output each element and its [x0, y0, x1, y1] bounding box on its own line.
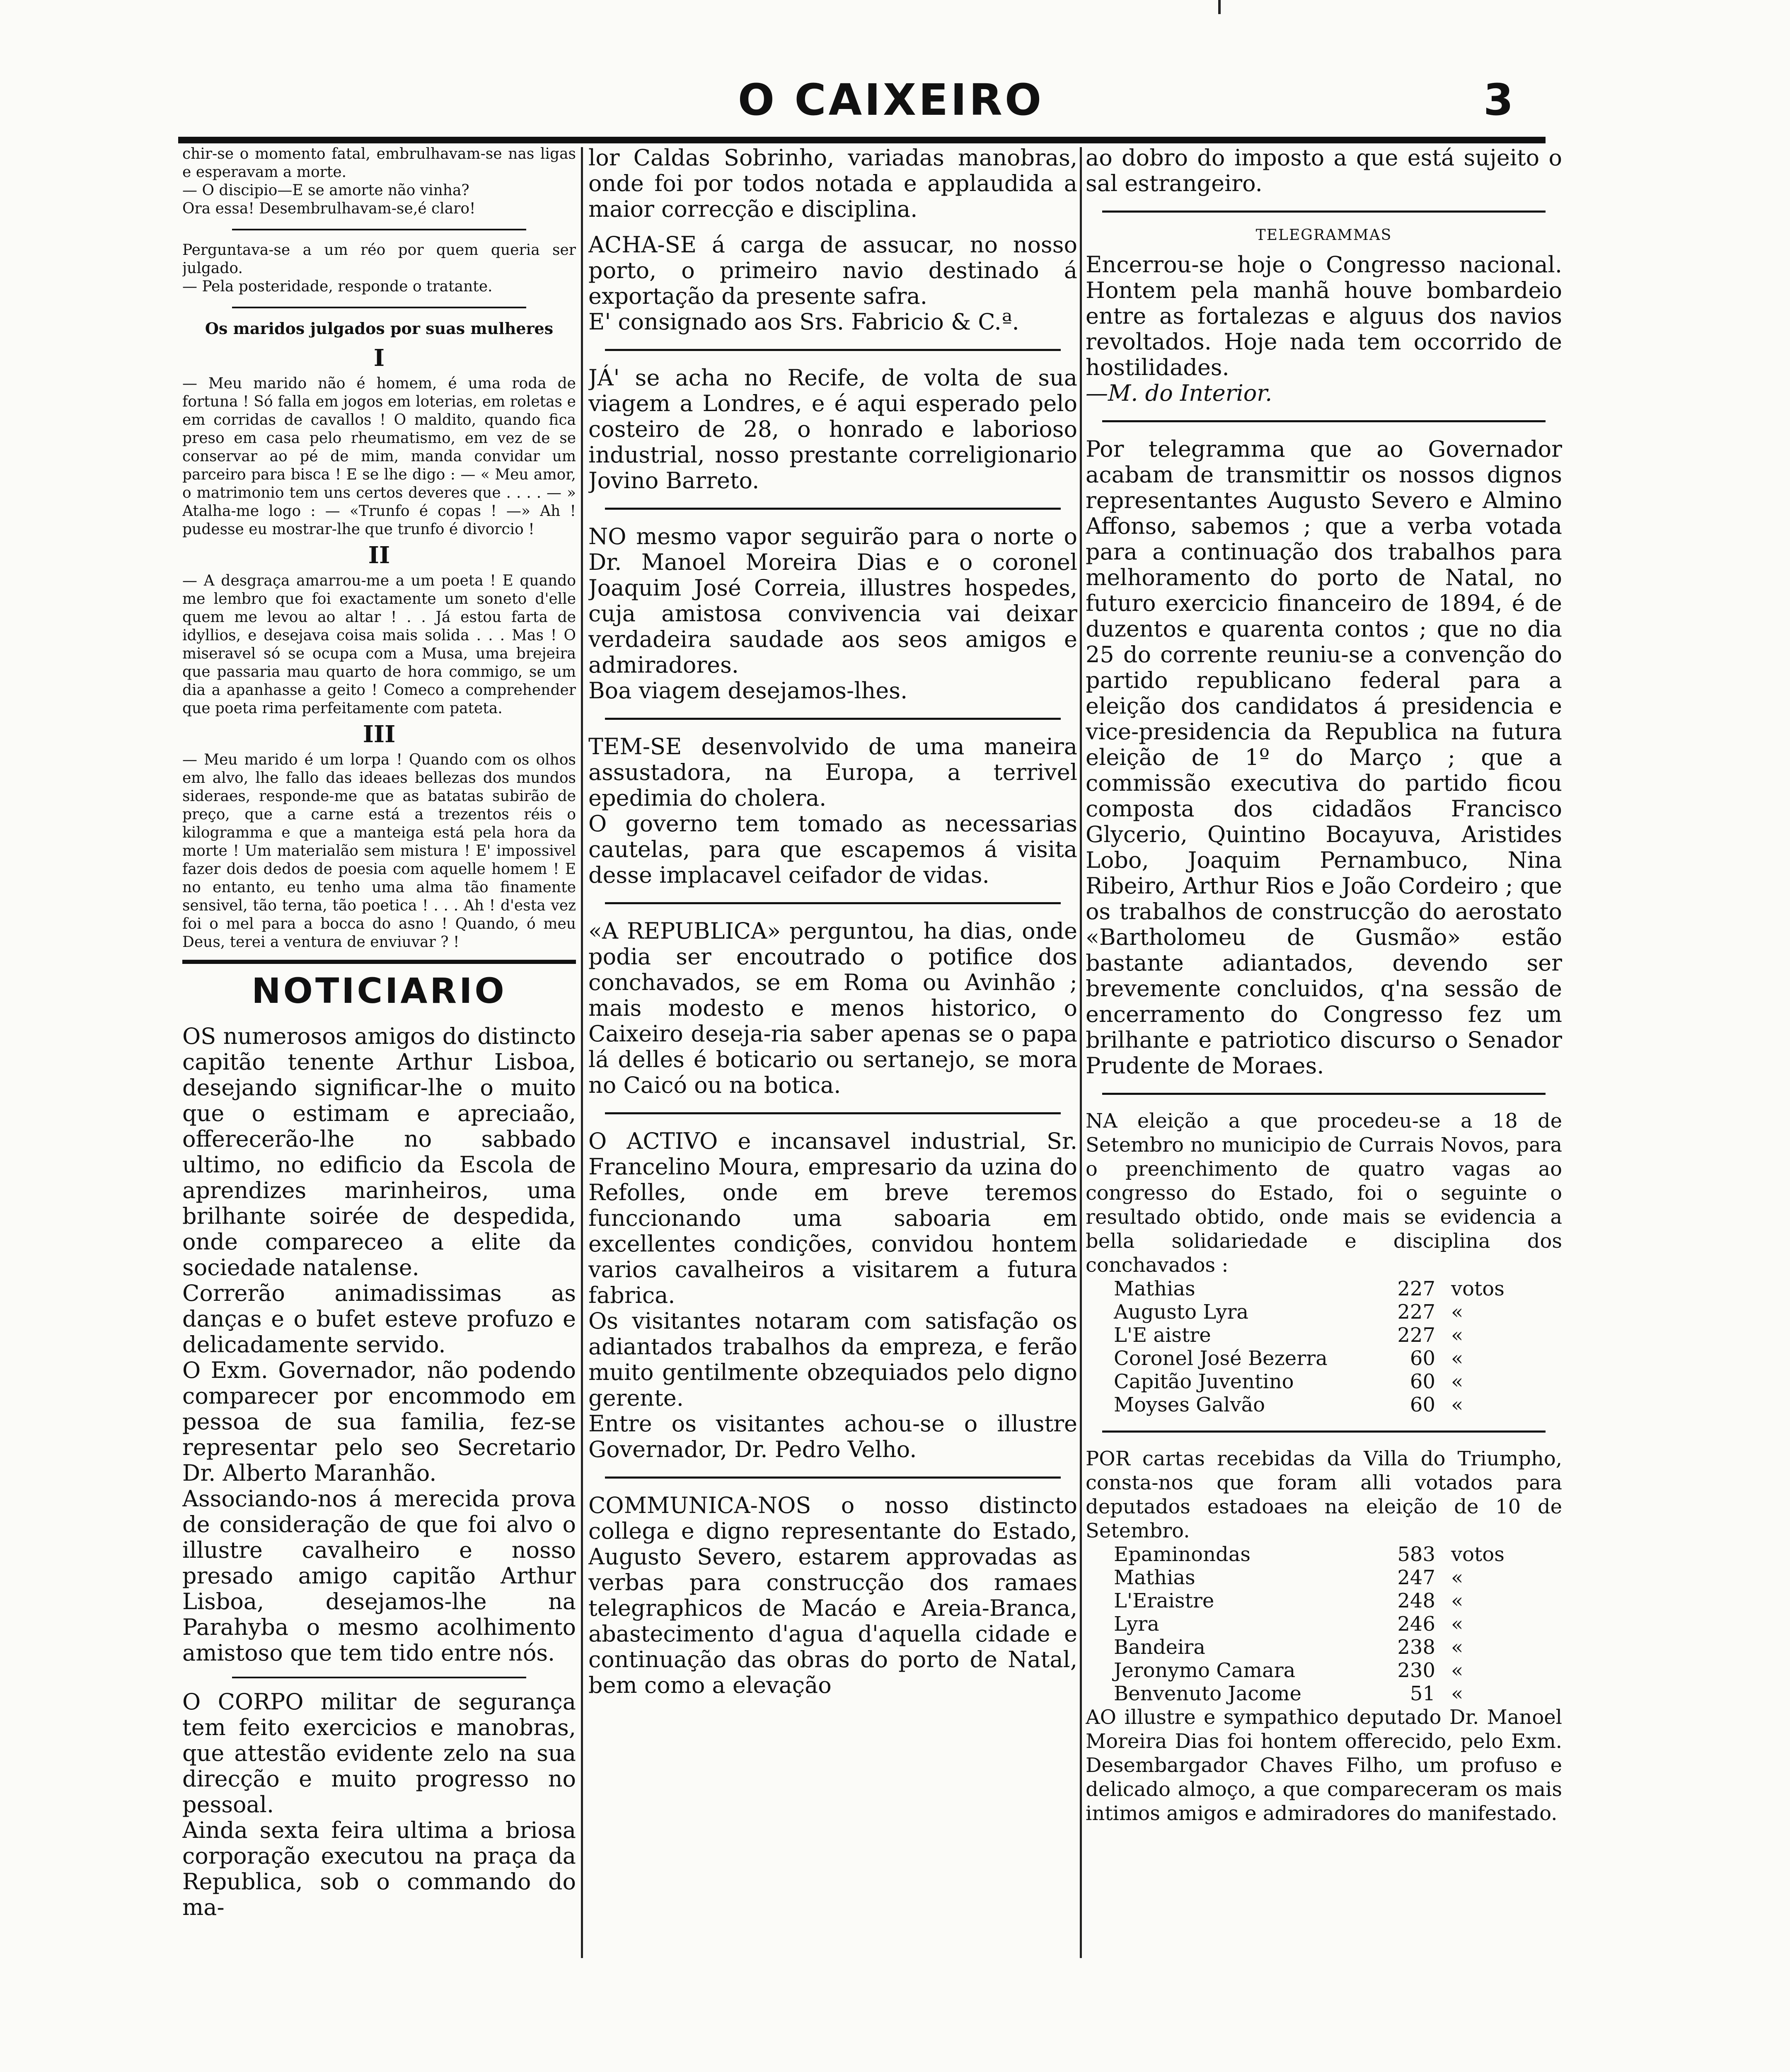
- divider: [232, 1677, 526, 1678]
- news-association: Associando-nos á merecida prova de consideração de que foi alvo o illustre cavalheiro e nosso presado amigo capitão Arthur Lisboa, desejamos-lhe na Parahyba o mesmo acolhimento amistoso que tem tido entre nós.: [182, 1486, 576, 1666]
- edge-mark: [1218, 0, 1221, 14]
- column-1: [182, 145, 576, 1920]
- section-title: Os maridos julgados por suas mulheres: [205, 319, 554, 338]
- vote-unit: «: [1451, 1347, 1463, 1370]
- vote-row: [1110, 1543, 1525, 1566]
- vote-count: 247: [1397, 1566, 1435, 1589]
- col2-consignado: E' consignado aos Srs. Fabricio & C.ª.: [588, 309, 1019, 335]
- col2-governo: O governo tem tomado as necessarias cautelas, para que escapemos á visita desse implacavel ceifador de vidas.: [588, 811, 1077, 888]
- divider: [605, 902, 1061, 904]
- col2-republica: «A REPUBLICA» perguntou, ha dias, onde podia ser encoutrado o potifice dos conchavados, se em Roma ou Avinhão ; mais modesto e menos historico, o Caixeiro deseja-ria saber apenas se o papa lá delles é boticario ou sertanejo, se mora no Caicó ou na botica.: [588, 918, 1077, 1098]
- col1-part-3: — Meu marido é um lorpa ! Quando com os olhos em alvo, lhe fallo das ideaes bellezas dos mundos sideraes, responde-me que as batatas subirão de preço, que a carne está a trezentos réis o kilogramma e que a manteiga está pela hora da morte ! Um materialão sem mistura ! E' impossivel fazer dois dedos de poesia com aquelle homem ! E no entanto, eu tenho uma alma tão finamente sensivel, tão terna, tão poetica ! . . . Ah ! d'esta vez foi o mel para a bocca do asno ! Quando, ó meu Deus, terei a ventura de enviuvar ? !: [182, 751, 576, 951]
- vote-count: 227: [1397, 1277, 1435, 1300]
- vote-candidate: Coronel José Bezerra: [1114, 1347, 1328, 1370]
- col2-vapor: NO mesmo vapor seguirão para o norte o Dr. Manoel Moreira Dias e o coronel Joaquim José Correia, illustres hospedes, cuja amistosa convivencia vai deixar verdadeira saudade aos seos amigos e admiradores.: [588, 523, 1077, 678]
- vote-count: 583: [1397, 1543, 1435, 1566]
- col2-governador: Entre os visitantes achou-se o illustre Governador, Dr. Pedro Velho.: [588, 1411, 1077, 1462]
- vote-count: 51: [1410, 1682, 1435, 1705]
- vote-row: [1110, 1393, 1525, 1416]
- votes-table-currais-novos: [1110, 1277, 1525, 1416]
- vote-candidate: Epaminondas: [1114, 1543, 1251, 1566]
- vote-unit: «: [1451, 1370, 1463, 1393]
- vote-row: [1110, 1682, 1525, 1705]
- vote-row: [1110, 1300, 1525, 1324]
- column-divider-2: [1080, 147, 1082, 1958]
- masthead-title: O CAIXEIRO: [738, 75, 1044, 125]
- votes-table-triumpho: [1110, 1543, 1525, 1705]
- telegrams-heading: TELEGRAMMAS: [1255, 227, 1392, 244]
- vote-count: 238: [1397, 1636, 1435, 1659]
- vote-unit: «: [1451, 1393, 1463, 1416]
- vote-candidate: Benvenuto Jacome: [1114, 1682, 1301, 1705]
- col2-activo: O ACTIVO e incansavel industrial, Sr. Francelino Moura, empresario da uzina do Refolles, onde em breve teremos funccionando uma saboaria em excellentes condições, convidou hontem varios cavalheiros a visitarem a futura fabrica.: [588, 1128, 1077, 1308]
- header-rule: [178, 137, 1546, 143]
- vote-candidate: Moyses Galvão: [1114, 1393, 1265, 1416]
- vote-unit: votos: [1451, 1277, 1505, 1300]
- news-corpo-militar: O CORPO militar de segurança tem feito exercicios e manobras, que attestão evidente zelo na sua direcção e muito progresso no pessoal.: [182, 1689, 576, 1818]
- col3-triumpho: POR cartas recebidas da Villa do Triumpho, consta-nos que foram alli votados para deputados estadoaes na eleição de 10 de Setembro.: [1086, 1447, 1562, 1542]
- divider: [1102, 211, 1546, 213]
- col1-top-5: — Pela posteridade, responde o tratante.: [182, 278, 493, 295]
- news-arthur-lisboa: OS numerosos amigos do distincto capitão tenente Arthur Lisboa, desejando significar-lhe o muito que o estimam e apreciaão, offerecerão-lhe no sabbado ultimo, no edificio da Escola de aprendizes marinheiros, uma brilhante soirée de despedida, onde compareceo a elite da sociedade natalense.: [182, 1023, 576, 1280]
- col2-recife: JÁ' se acha no Recife, de volta de sua viagem a Londres, e é aqui esperado pelo costeiro de 28, o honrado e laborioso industrial, nosso prestante correligionario Jovino Barreto.: [588, 365, 1077, 494]
- vote-row: [1110, 1659, 1525, 1682]
- col1-top-4: Perguntava-se a um réo por quem queria ser julgado.: [182, 242, 576, 277]
- divider: [605, 1477, 1061, 1479]
- column-2: [588, 145, 1077, 1698]
- noticiario-heading: NOTICIARIO: [182, 960, 576, 1011]
- divider: [1102, 1093, 1546, 1095]
- vote-count: 227: [1397, 1300, 1435, 1324]
- vote-candidate: Capitão Juventino: [1114, 1370, 1294, 1393]
- news-governor: O Exm. Governador, não podendo comparecer por encommodo em pessoa de sua familia, fez-se representar pelo seo Secretario Dr. Alberto Maranhão.: [182, 1357, 576, 1486]
- divider: [605, 1112, 1061, 1114]
- vote-row: [1110, 1636, 1525, 1659]
- vote-row: [1110, 1370, 1525, 1393]
- vote-count: 230: [1397, 1659, 1435, 1682]
- vote-unit: votos: [1451, 1543, 1505, 1566]
- col3-signature: —M. do Interior.: [1086, 380, 1272, 406]
- vote-row: [1110, 1347, 1525, 1370]
- vote-unit: «: [1451, 1682, 1463, 1705]
- col1-part-1: — Meu marido não é homem, é uma roda de fortuna ! Só falla em jogos em loterias, em roletas e em corridas de cavallos ! O maldito, quando fica preso em casa pelo rheumatismo, em vez de se conservar ao pé de mim, manda convidar um parceiro para bisca ! E se lhe digo : — « Meu amor, o matrimonio tem uns certos deveres que . . . . — » Atalha-me logo : — «Trunfo é copas ! —» Ah ! pudesse eu mostrar-lhe que trunfo é divorcio !: [182, 375, 576, 538]
- roman-numeral-1: I: [373, 344, 385, 372]
- roman-numeral-3: III: [363, 721, 396, 748]
- vote-candidate: Augusto Lyra: [1114, 1300, 1249, 1324]
- vote-count: 60: [1410, 1370, 1435, 1393]
- vote-candidate: Bandeira: [1114, 1636, 1205, 1659]
- col3-almoco: AO illustre e sympathico deputado Dr. Manoel Moreira Dias foi hontem offerecido, pelo Exm. Desembargador Chaves Filho, um profuso e delicado almoço, a que compareceram os mais intimos amigos e admiradores do manifestado.: [1086, 1706, 1562, 1825]
- news-sexta-feira: Ainda sexta feira ultima a briosa corporação executou na praça da Republica, sob o commando do ma-: [182, 1817, 576, 1920]
- vote-count: 248: [1397, 1589, 1435, 1612]
- vote-row: [1110, 1612, 1525, 1636]
- news-dances: Correrão animadissimas as danças e o bufet esteve profuzo e delicadamente servido.: [182, 1280, 576, 1358]
- col3-imposto: ao dobro do imposto a que está sujeito o sal estrangeiro.: [1086, 145, 1562, 196]
- vote-count: 246: [1397, 1612, 1435, 1636]
- vote-unit: «: [1451, 1612, 1463, 1636]
- col1-top-3: Ora essa! Desembrulhavam-se,é claro!: [182, 200, 476, 217]
- divider: [1102, 420, 1546, 422]
- col3-eleicao: NA eleição a que procedeu-se a 18 de Setembro no municipio de Currais Novos, para o preenchimento de quatro vagas ao congresso do Estado, foi o seguinte o resultado obtido, onde mais se evidencia a bella solidariedade e disciplina dos conchavados :: [1086, 1109, 1562, 1277]
- roman-numeral-2: II: [368, 542, 390, 569]
- vote-unit: «: [1451, 1324, 1463, 1347]
- vote-unit: «: [1451, 1300, 1463, 1324]
- vote-count: 60: [1410, 1347, 1435, 1370]
- column-divider-1: [581, 147, 583, 1958]
- divider: [605, 718, 1061, 720]
- vote-candidate: L'Eraistre: [1114, 1589, 1214, 1612]
- vote-candidate: Jeronymo Camara: [1114, 1659, 1296, 1682]
- col1-top-2: — O discipio—E se amorte não vinha?: [182, 182, 469, 199]
- col2-visitantes: Os visitantes notaram com satisfação os adiantados trabalhos da empreza, e ferão muito gentilmente obzequiados pelo digno gerente.: [588, 1308, 1077, 1411]
- vote-unit: «: [1451, 1636, 1463, 1659]
- col3-telegramma: Por telegramma que ao Governador acabam de transmittir os nossos dignos representantes Augusto Severo e Almino Affonso, sabemos ; que a verba votada para a continuação dos trabalhos para melhoramento do porto de Natal, no futuro exercicio financeiro de 1894, é de duzentos e quarenta contos ; que no dia 25 do corrente reuniu-se a convenção do partido republicano federal para a eleição dos candidatos á presidencia e vice-presidencia da Republica na futura eleição de 1º do Março ; que a commissão executiva do partido ficou composta dos cidadãos Francisco Glycerio, Quintino Bocayuva, Aristides Lobo, Joaquim Pernambuco, Nina Ribeiro, Arthur Rios e João Cordeiro ; que os trabalhos de construcção do aerostato «Bartholomeu de Gusmão» estão bastante adiantados, devendo ser brevemente concluidos, q'na sessão de encerramento do Congresso fez um brilhante e patriotico discurso o Senador Prudente de Moraes.: [1086, 436, 1562, 1079]
- col2-cholera: TEM-SE desenvolvido de uma maneira assustadora, na Europa, a terrivel epedimia do cholera.: [588, 733, 1077, 811]
- vote-candidate: Mathias: [1114, 1277, 1195, 1300]
- vote-count: 60: [1410, 1393, 1435, 1416]
- col2-assucar: ACHA-SE á carga de assucar, no nosso porto, o primeiro navio destinado á exportação da presente safra.: [588, 232, 1077, 309]
- vote-row: [1110, 1566, 1525, 1589]
- col2-boa-viagem: Boa viagem desejamos-lhes.: [588, 678, 908, 704]
- divider: [232, 229, 526, 230]
- col2-communica: COMMUNICA-NOS o nosso distincto collega e digno representante do Estado, Augusto Severo, estarem approvadas as verbas para construcção dos ramaes telegraphicos de Macáo e Areia-Branca, abastecimento d'agua d'aquella cidade e continuação das obras do porto de Natal, bem como a elevação: [588, 1492, 1077, 1698]
- vote-candidate: Lyra: [1114, 1612, 1159, 1636]
- divider: [605, 508, 1061, 510]
- vote-unit: «: [1451, 1566, 1463, 1589]
- divider: [605, 349, 1061, 351]
- divider: [232, 307, 526, 308]
- vote-row: [1110, 1589, 1525, 1612]
- page-number: 3: [1483, 75, 1514, 125]
- col1-part-2: — A desgraça amarrou-me a um poeta ! E quando me lembro que foi exactamente um soneto d'elle quem me levou ao altar ! . . Já estou farta de idyllios, e desejava coisa mais solida . . . Mas ! O miseravel só se ocupa com a Musa, uma brejeira que passaria mau quarto de hora commigo, se um dia a apanhasse a geito ! Comeco a comprehender que poeta rima perfeitamente com pateta.: [182, 572, 576, 717]
- col3-congresso: Encerrou-se hoje o Congresso nacional. Hontem pela manhã houve bombardeio entre as fortalezas e alguus dos navios revoltados. Hoje nada tem occorrido de hostilidades.: [1086, 252, 1562, 380]
- vote-count: 227: [1397, 1324, 1435, 1347]
- vote-row: [1110, 1324, 1525, 1347]
- vote-row: [1110, 1277, 1525, 1300]
- divider: [1102, 1431, 1546, 1433]
- col1-top-1: chir-se o momento fatal, embrulhavam-se nas ligas e esperavam a morte.: [182, 145, 576, 181]
- vote-unit: «: [1451, 1659, 1463, 1682]
- col2-caldas: lor Caldas Sobrinho, variadas manobras, onde foi por todos notada e applaudida a maior correcção e disciplina.: [588, 145, 1077, 222]
- vote-candidate: Mathias: [1114, 1566, 1195, 1589]
- column-3: [1086, 145, 1562, 1825]
- vote-unit: «: [1451, 1589, 1463, 1612]
- vote-candidate: L'E aistre: [1114, 1324, 1211, 1347]
